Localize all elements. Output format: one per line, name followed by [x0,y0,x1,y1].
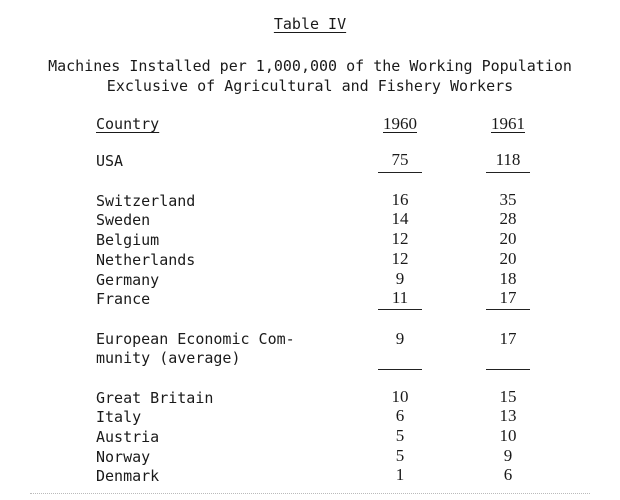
france-1960-underline [378,309,422,310]
table-subtitle-line2: Exclusive of Agricultural and Fishery Workers [106,77,514,95]
row-value-1960: 1 [395,465,405,484]
row-country: Sweden [96,211,151,229]
row-value-1961: 17 [499,329,517,348]
row-value-1961: 17 [499,288,517,307]
row-value-1960: 9 [395,329,405,348]
row-country: France [96,290,151,308]
row-value-1960: 11 [391,288,409,307]
eec-1960-rule [378,369,422,370]
row-value-1961: 20 [499,229,517,248]
row-value-1961: 28 [499,209,517,228]
row-value-1961: 35 [499,190,517,209]
row-value-1961: 20 [499,249,517,268]
row-country: Switzerland [96,192,196,210]
row-value-1960: 16 [391,190,409,209]
row-value-1960: 12 [391,229,409,248]
eec-1961-rule [486,369,530,370]
row-country: Norway [96,448,151,466]
row-value-1961: 6 [503,465,513,484]
row-value-1961: 18 [499,269,517,288]
table-subtitle-line1: Machines Installed per 1,000,000 of the Working Population [48,57,572,75]
row-value-1961: 10 [499,426,517,445]
row-value-1961: 9 [503,446,513,465]
row-value-1960: 9 [395,269,405,288]
usa-1961-underline [486,172,530,173]
row-value-1960: 5 [395,446,405,465]
row-country: Italy [96,408,142,426]
row-country: USA [96,152,124,170]
row-value-1960: 12 [391,249,409,268]
row-country-line1: European Economic Com- [96,330,295,348]
row-value-1960: 10 [391,387,409,406]
row-value-1961: 118 [495,150,521,169]
row-value-1961: 13 [499,406,517,425]
row-country-line2: munity (average) [96,349,241,367]
column-header-country: Country [96,115,160,133]
row-country: Belgium [96,231,160,249]
table-title: Table IV [273,15,347,33]
usa-1960-underline [378,172,422,173]
row-value-1960: 5 [395,426,405,445]
row-country: Austria [96,428,160,446]
row-country: Great Britain [96,389,214,407]
page-bottom-dotted-line [30,493,590,495]
row-country: Netherlands [96,251,196,269]
row-value-1960: 75 [391,150,409,169]
row-country: Denmark [96,467,160,485]
column-header-1960: 1960 [383,114,417,133]
row-value-1960: 6 [395,406,405,425]
row-country: Germany [96,271,160,289]
france-1961-underline [486,309,530,310]
row-value-1960: 14 [391,209,409,228]
row-value-1961: 15 [499,387,517,406]
column-header-1961: 1961 [491,114,525,133]
